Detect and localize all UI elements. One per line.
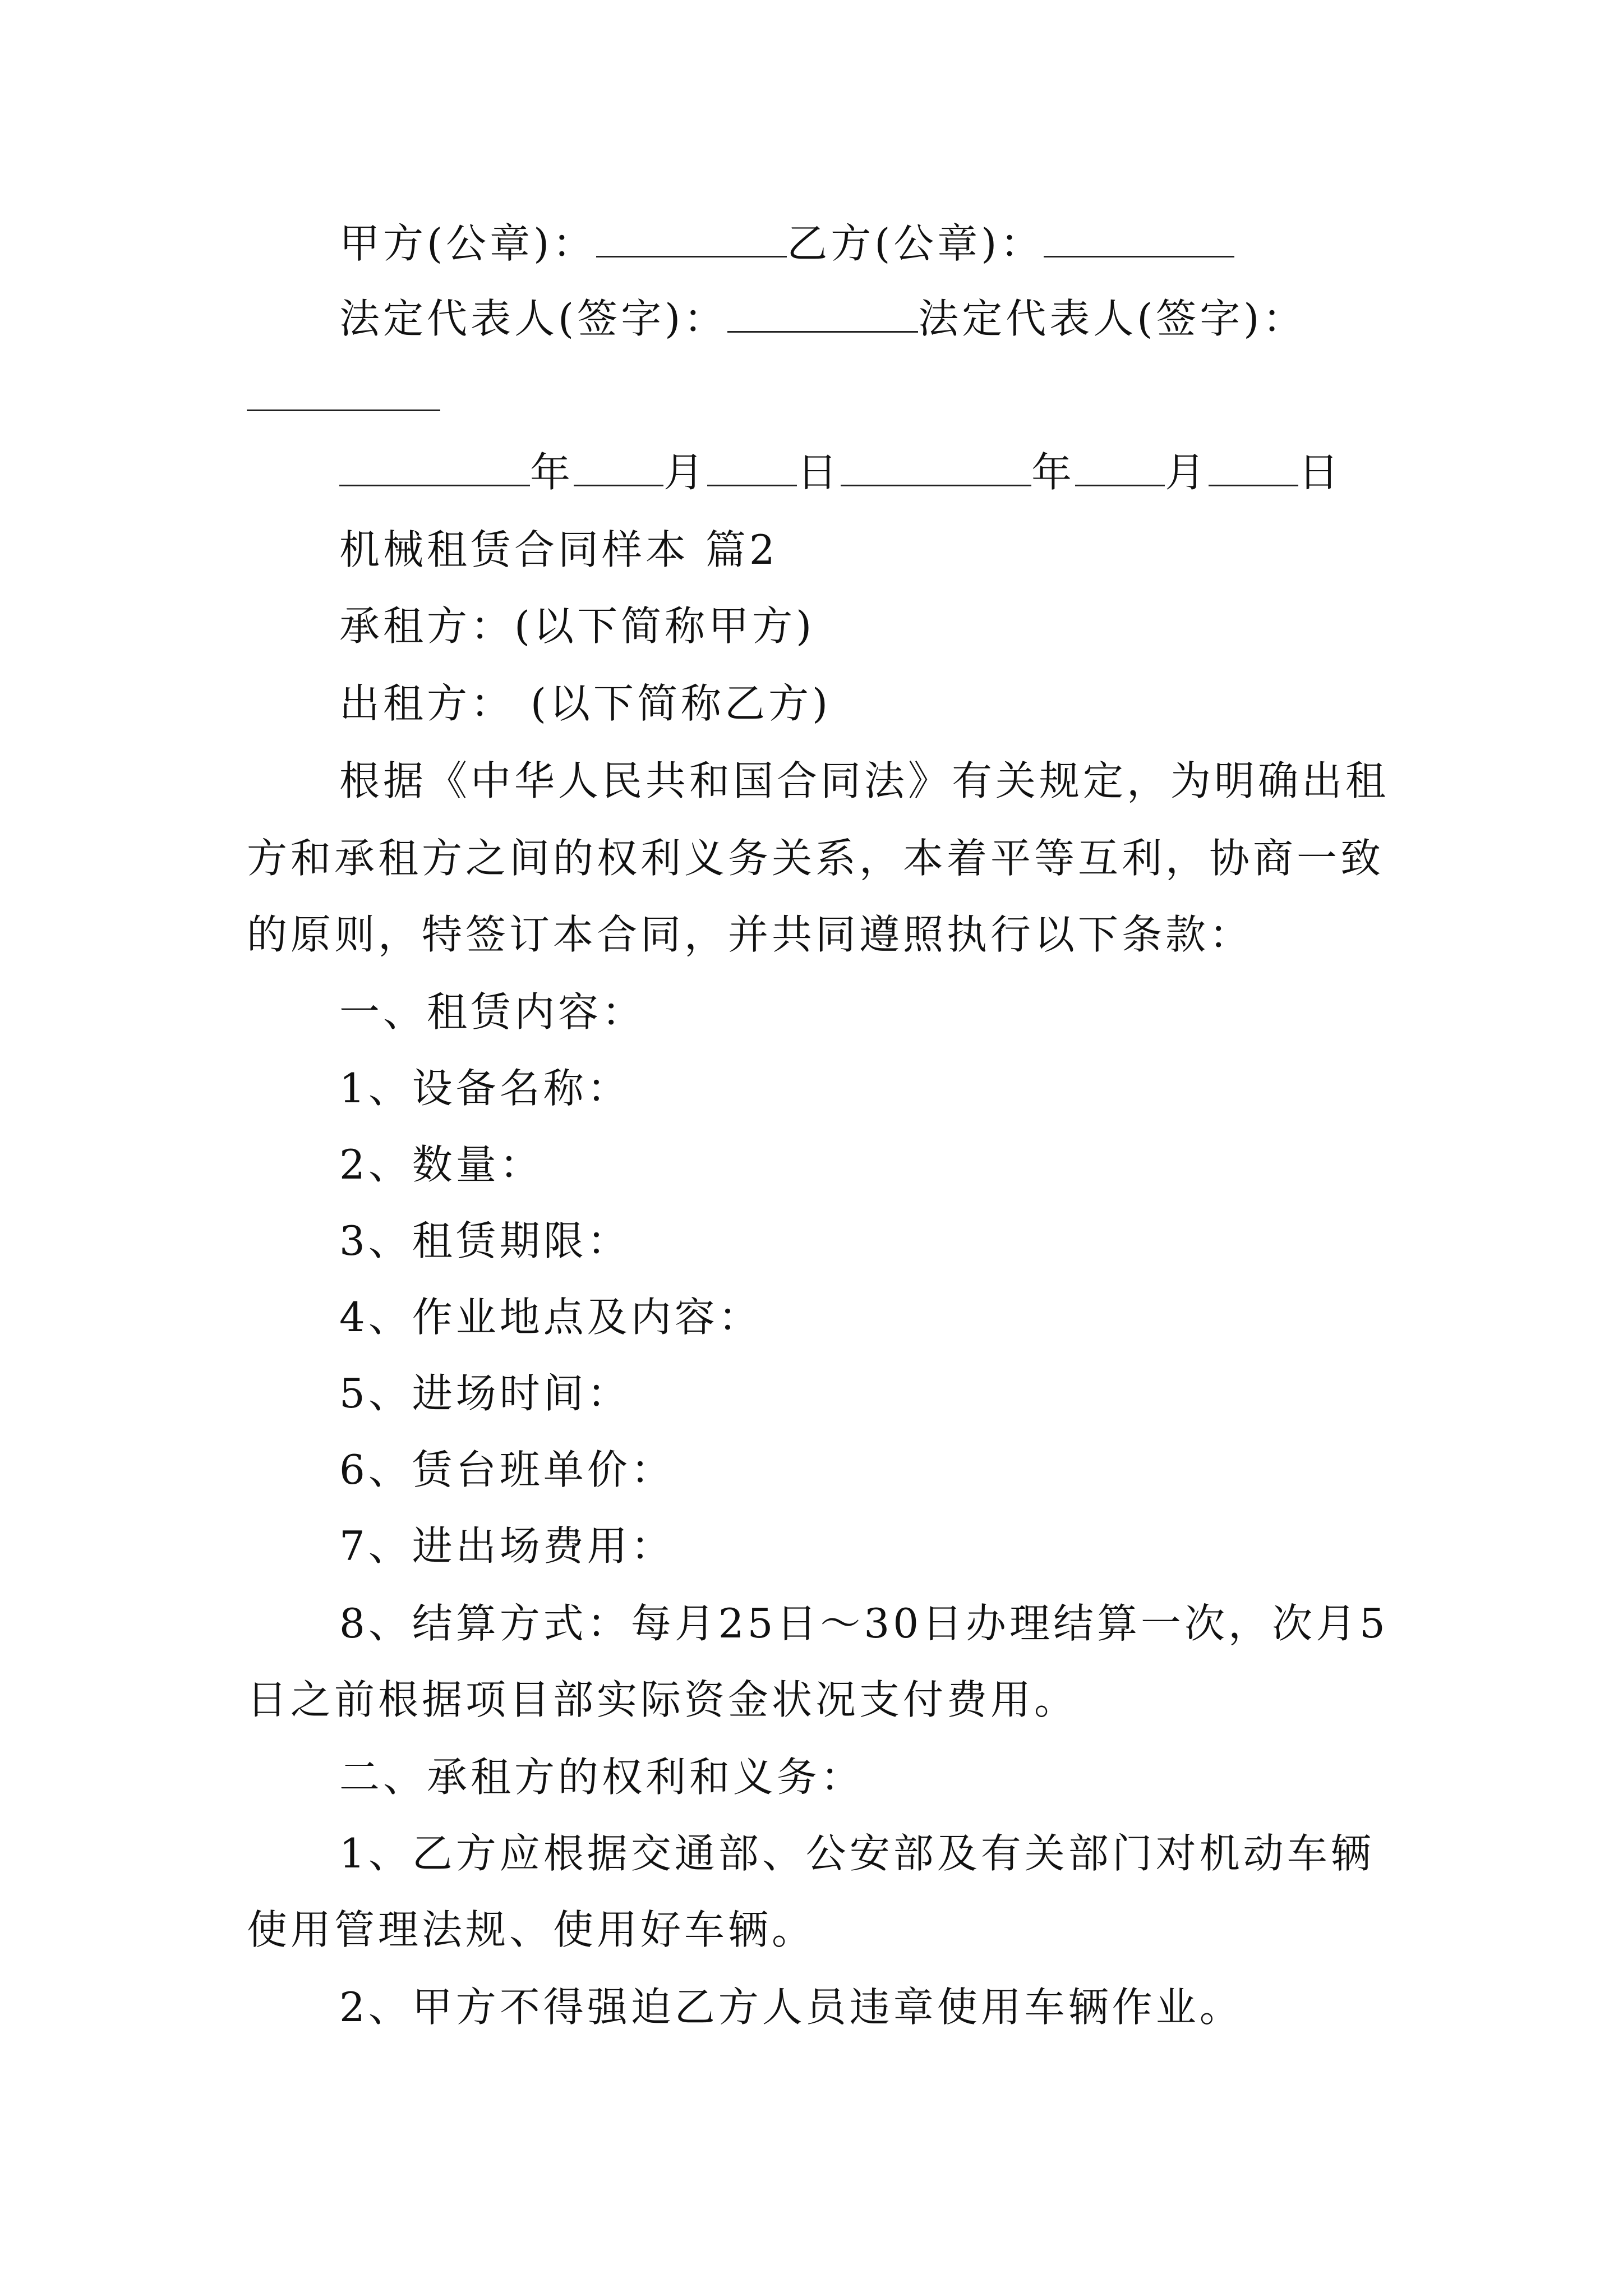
month-b-label: 月 [1165,449,1209,496]
section-1-item-1: 1、设备名称： [339,1065,631,1112]
day-b-label: 日 [1298,449,1343,496]
section-2-item-2: 2、甲方不得强迫乙方人员违章使用车辆作业。 [339,1984,1243,2031]
section-1-item-8-line-1: 8、结算方式：每月25日～30日办理结算一次，次月5 [339,1600,1389,1647]
section-1-title: 一、租赁内容： [339,988,646,1036]
section-1-item-8-line-2: 日之前根据项目部实际资金状况支付费用。 [247,1676,1078,1723]
legal-rep-line [339,295,1307,342]
legal-rep-a-label: 法定代表人(签字)： [339,295,728,342]
section-2-item-1-line-1: 1、乙方应根据交通部、公安部及有关部门对机动车辆 [339,1830,1375,1877]
lessor-line: 出租方： (以下简称乙方) [339,680,832,727]
year-a-label: 年 [530,449,574,496]
party-a-seal-label: 甲方(公章)： [339,220,597,267]
day-b-blank [1209,452,1298,486]
year-a-blank [339,452,530,486]
legal-rep-b-blank [247,377,440,411]
year-b-label: 年 [1031,449,1076,496]
section-1-item-4: 4、作业地点及内容： [339,1294,762,1341]
legal-rep-b-label: 法定代表人(签字)： [918,295,1307,342]
section-1-item-7: 7、进出场费用： [339,1522,675,1570]
year-b-blank [841,452,1031,486]
section-1-item-2: 2、数量： [339,1141,543,1188]
month-b-blank [1075,452,1165,486]
legal-rep-a-blank [727,298,918,333]
party-b-seal-blank [1044,223,1234,257]
contract-heading: 机械租赁合同样本 篇2 [339,526,778,573]
lessee-line: 承租方：(以下简称甲方) [339,602,815,650]
preamble-line-1: 根据《中华人民共和国合同法》有关规定，为明确出租 [339,757,1390,804]
party-a-seal-blank [596,223,787,257]
day-a-blank [707,452,797,486]
section-1-item-5: 5、进场时间： [339,1370,631,1417]
date-line [339,449,1343,496]
party-b-seal-label: 乙方(公章)： [787,220,1044,267]
section-2-title: 二、承租方的权利和义务： [339,1754,865,1801]
preamble-line-2: 方和承租方之间的权利义务关系，本着平等互利，协商一致 [247,835,1385,882]
month-a-blank [574,452,663,486]
section-2-item-1-line-2: 使用管理法规、使用好车辆。 [247,1906,816,1953]
legal-rep-b-blank-line [247,377,440,417]
day-a-label: 日 [797,449,841,496]
seal-line [339,220,1234,267]
preamble-line-3: 的原则，特签订本合同，并共同遵照执行以下条款： [247,911,1253,958]
section-1-item-6: 6、赁台班单价： [339,1446,675,1493]
section-1-item-3: 3、租赁期限： [339,1217,631,1264]
month-a-label: 月 [663,449,708,496]
